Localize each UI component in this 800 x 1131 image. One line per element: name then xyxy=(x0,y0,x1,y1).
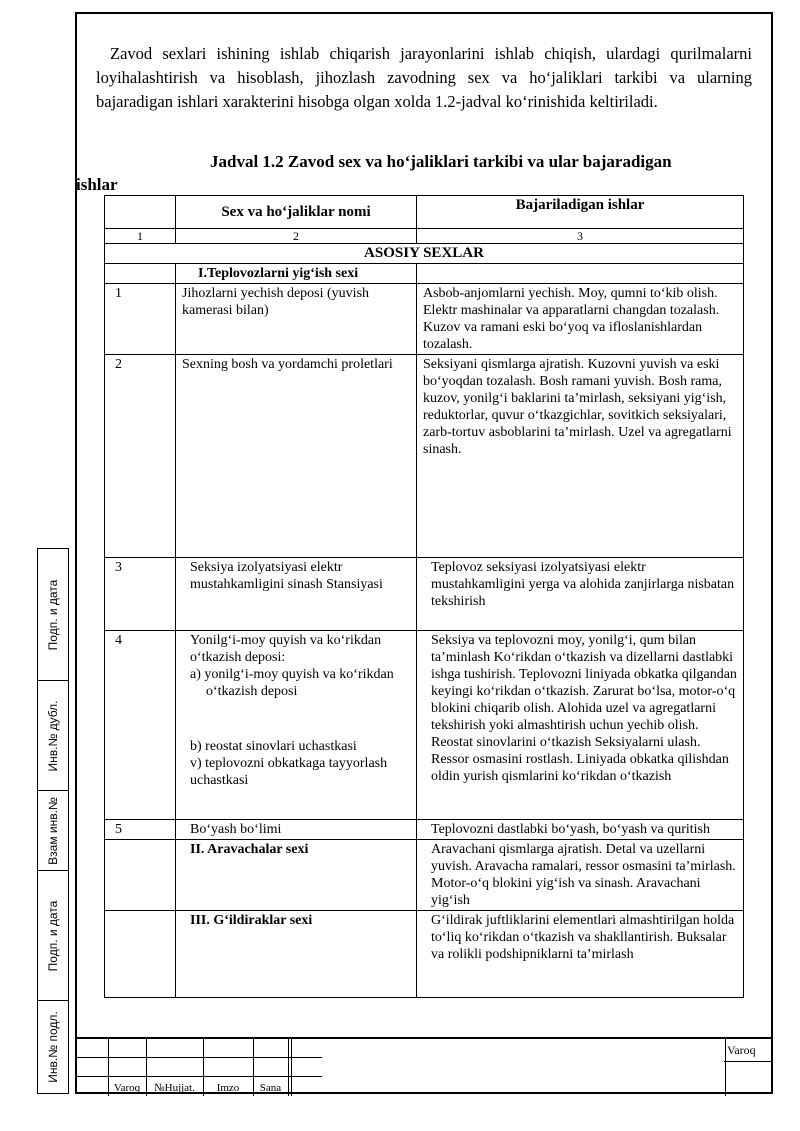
row-name xyxy=(176,631,417,820)
table-row xyxy=(105,820,744,840)
row-name-line: a) yonilgʻi-moy quyish va koʻrikdan oʻtkazish deposi xyxy=(190,667,394,699)
side-cell-2: Инв.№ дубл. xyxy=(38,681,68,791)
caption-line-2: ishlar xyxy=(76,175,118,194)
row-name: II. Aravachalar sexi xyxy=(176,840,417,911)
column-number-row xyxy=(105,229,744,244)
row-work: Aravachani qismlarga ajratish. Detal va uzellarni yuvish. Aravacha ramalari, ressor osmasini taʼmirlash. Motor-oʻq blokini yigʻish va sinash. Aravachani yigʻish xyxy=(417,840,744,911)
side-cell-4: Подп. и дата xyxy=(38,871,68,1001)
subsection-title: I.Teplovozlarni yigʻish sexi xyxy=(176,264,417,284)
table-caption xyxy=(76,150,756,196)
tb-label-imzo: Imzo xyxy=(216,1082,240,1094)
row-name-line: v) teplovozni obkatkaga tayyorlash uchastkasi xyxy=(190,756,388,788)
section-row xyxy=(105,244,744,264)
tb-label-hujjat: №Hujjat. xyxy=(154,1082,195,1094)
sheet-label: Varoq xyxy=(727,1043,756,1057)
side-cell-1: Подп. и дата xyxy=(38,549,68,681)
col-number: 1 xyxy=(105,229,176,244)
table-header-row xyxy=(105,196,744,229)
row-name: III. Gʻildiraklar sexi xyxy=(176,911,417,998)
table-row xyxy=(105,284,744,355)
section-title: ASOSIY SEXLAR xyxy=(105,244,744,264)
title-block xyxy=(77,1037,773,1096)
intro-paragraph: Zavod sexlari ishining ishlab chiqarish jarayonlarini ishlab chiqish, ulardagi qurilmalarni loyihalashtirish va hisoblash, jihozlash zavodning sex va hoʻjaliklari tarkibi va ularning bajaradigan ishlari xarakterini hisobga olgan xolda 1.2-jadval koʻrinishida keltiriladi. xyxy=(96,44,752,111)
row-name: Sexning bosh va yordamchi proletlari xyxy=(176,355,417,558)
tb-label-sana: Sana xyxy=(259,1082,282,1094)
row-number xyxy=(105,911,176,998)
table-row xyxy=(105,911,744,998)
caption-line-1: Jadval 1.2 Zavod sex va hoʻjaliklari tarkibi va ular bajaradigan xyxy=(210,152,672,171)
row-name-line: Yonilgʻi-moy quyish va koʻrikdan oʻtkazish deposi: xyxy=(190,633,382,665)
row-name: Seksiya izolyatsiyasi elektr mustahkamligini sinash Stansiyasi xyxy=(176,558,417,631)
row-name: Boʻyash boʻlimi xyxy=(176,820,417,840)
row-work: Teplovozni dastlabki boʻyash, boʻyash va quritish xyxy=(417,820,744,840)
title-block-main xyxy=(291,1039,726,1096)
subsection-row xyxy=(105,264,744,284)
side-cell-3: Взам инв.№ xyxy=(38,791,68,871)
table-row xyxy=(105,355,744,558)
title-block-grid xyxy=(108,1039,288,1096)
header-cell-1 xyxy=(105,196,176,229)
side-stamp-strip xyxy=(37,548,69,1094)
tb-label-varoq: Varoq xyxy=(113,1082,141,1094)
row-work: Asbob-anjomlarni yechish. Moy, qumni toʻkib olish. Elektr mashinalar va apparatlarni changdan tozalash. Kuzov va ramani eski boʻyoq va ifloslanishlardan tozalash. xyxy=(417,284,744,355)
row-number: 4 xyxy=(105,631,176,820)
header-cell-3: Bajariladigan ishlar xyxy=(417,196,744,229)
works-table xyxy=(104,195,744,998)
col-number: 2 xyxy=(176,229,417,244)
row-number: 2 xyxy=(105,355,176,558)
row-number xyxy=(105,840,176,911)
side-cell-5: Инв.№ подл. xyxy=(46,1011,60,1083)
row-number: 1 xyxy=(105,284,176,355)
table-row xyxy=(105,631,744,820)
row-name: Jihozlarni yechish deposi (yuvish kamerasi bilan) xyxy=(176,284,417,355)
row-work: Seksiya va teplovozni moy, yonilgʻi, qum bilan taʼminlash Koʻrikdan oʻtkazish va dizellarni dastlabki ishga tushirish. Teplovozni liniyada obkatka qilgandan keyingi koʻrikdan oʻtkazish. Zarurat boʻlsa, motor-oʻq blokini chiqarib olish. Alohida uzel va agregatlarni tekshirish yoki almashtirish uchun yechib olish. Reostat sinovlarini oʻtkazish Seksiyalarni ulash. Ressor osmasini rostlash. Liniyada obkatka qilishdan oldin yurish qismlarini koʻrikdan oʻtkazish xyxy=(417,631,744,820)
row-work: Teplovoz seksiyasi izolyatsiyasi elektr mustahkamligini yerga va alohida zanjirlarga nisbatan tekshirish xyxy=(417,558,744,631)
row-number: 3 xyxy=(105,558,176,631)
table-row xyxy=(105,840,744,911)
row-number: 5 xyxy=(105,820,176,840)
row-work: Seksiyani qismlarga ajratish. Kuzovni yuvish va eski boʻyoqdan tozalash. Bosh ramani yuvish. Bosh rama, kuzov, yonilgʻi baklarini taʼmirlash, seksiyani yigʻish, reduktorlar, quvur oʻtkazgichlar, sovitkich seksiyalari, zarb-tortuv asboblarini taʼmirlash. Uzel va agregatlarni sinash. xyxy=(417,355,744,558)
row-name-line: b) reostat sinovlari uchastkasi xyxy=(190,739,357,754)
col-number: 3 xyxy=(417,229,744,244)
table-row xyxy=(105,558,744,631)
row-work: Gʻildirak juftliklarini elementlari almashtirilgan holda toʻliq koʻrikdan oʻtkazish va shakllantirish. Buksalar va rolikli podshipniklarni taʼmirlash xyxy=(417,911,744,998)
header-cell-2: Sex va hoʻjaliklar nomi xyxy=(176,196,417,229)
